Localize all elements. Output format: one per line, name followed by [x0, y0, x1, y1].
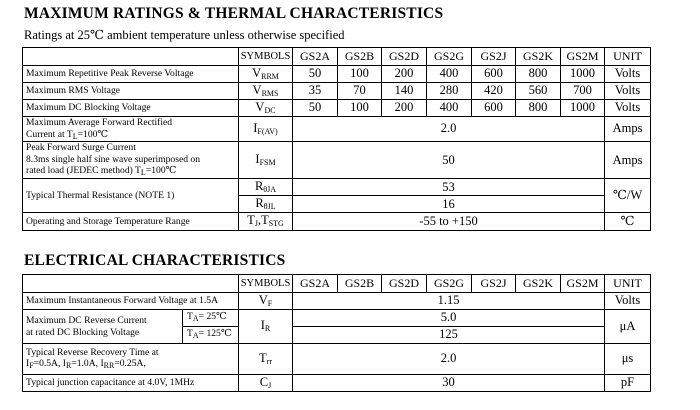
part-header: GS2G: [427, 48, 472, 66]
symbol-cell: $V_{DC}$: [239, 100, 293, 117]
value-cell: 16: [293, 196, 605, 213]
param-label: Typical junction capacitance at 4.0V, 1MHz: [23, 375, 239, 392]
table-header-row: [23, 275, 651, 293]
symbol-cell: $T_J,T_{STG}$: [239, 213, 293, 231]
part-header: GS2M: [561, 48, 605, 66]
param-label: Maximum Instantaneous Forward Voltage at 1.5A: [23, 293, 239, 310]
value-cell: 100: [338, 66, 382, 83]
unit-header: UNIT: [605, 275, 651, 293]
unit-cell: ℃/W: [605, 179, 651, 213]
table-row: [23, 213, 651, 231]
value-cell: -55 to +150: [293, 213, 605, 231]
symbols-header: SYMBOLS: [239, 275, 293, 293]
table-row: [23, 100, 651, 117]
param-header: [23, 275, 239, 293]
value-cell: 2.0: [293, 117, 605, 142]
table-row: [23, 179, 651, 196]
table-header-row: [23, 48, 651, 66]
value-cell: 2.0: [293, 344, 605, 375]
value-cell: 420: [472, 83, 516, 100]
value-cell: 1000: [561, 66, 605, 83]
param-label: Maximum DC Reverse Current at rated DC Blocking Voltage: [23, 310, 183, 344]
symbol-cell: $C_J$: [239, 375, 293, 392]
value-cell: 50: [293, 66, 338, 83]
value-cell: 400: [427, 66, 472, 83]
part-header: GS2K: [516, 275, 561, 293]
value-cell: 280: [427, 83, 472, 100]
max-ratings-table: [22, 47, 651, 231]
param-label: Maximum RMS Voltage: [23, 83, 239, 100]
unit-cell: Volts: [605, 66, 651, 83]
value-cell: 800: [516, 66, 561, 83]
table-row: [23, 310, 651, 327]
part-header: GS2D: [382, 48, 427, 66]
param-header: [23, 48, 239, 66]
param-label: Operating and Storage Temperature Range: [23, 213, 239, 231]
unit-cell: μA: [605, 310, 651, 344]
part-header: GS2B: [338, 48, 382, 66]
symbol-cell: $V_F$: [239, 293, 293, 310]
table-row: [23, 117, 651, 142]
symbol-cell: $V_{RMS}$: [239, 83, 293, 100]
symbol-cell: $R_{\theta JA}$: [239, 179, 293, 196]
table-row: [23, 344, 651, 375]
unit-cell: Volts: [605, 100, 651, 117]
symbol-cell: $I_{FSM}$: [239, 142, 293, 179]
part-header: GS2D: [382, 275, 427, 293]
unit-cell: μs: [605, 344, 651, 375]
unit-cell: Amps: [605, 142, 651, 179]
part-header: GS2G: [427, 275, 472, 293]
electrical-title: ELECTRICAL CHARACTERISTICS: [24, 252, 286, 269]
unit-cell: ℃: [605, 213, 651, 231]
electrical-table: [22, 274, 651, 392]
value-cell: 1.15: [293, 293, 605, 310]
value-cell: 30: [293, 375, 605, 392]
value-cell: 100: [338, 100, 382, 117]
value-cell: 200: [382, 66, 427, 83]
condition-cell: $T_A=$ 125℃: [183, 327, 239, 344]
param-label: Peak Forward Surge Current 8.3ms single half sine wave superimposed on rated load (JEDEC method) $T_L=100℃$: [23, 142, 239, 179]
table-row: [23, 142, 651, 179]
value-cell: 600: [472, 66, 516, 83]
symbols-header: SYMBOLS: [239, 48, 293, 66]
unit-cell: Amps: [605, 117, 651, 142]
condition-cell: $T_A=$ 25℃: [183, 310, 239, 327]
value-cell: 70: [338, 83, 382, 100]
param-label: Maximum DC Blocking Voltage: [23, 100, 239, 117]
value-cell: 125: [293, 327, 605, 344]
symbol-cell: $R_{\theta JL}$: [239, 196, 293, 213]
value-cell: 5.0: [293, 310, 605, 327]
param-label: Typical Reverse Recovery Time at $I_F=0.5A$, $I_R=1.0A$, $I_{RR}=0.25A$,: [23, 344, 239, 375]
part-header: GS2J: [472, 275, 516, 293]
value-cell: 50: [293, 100, 338, 117]
symbol-cell: $T_{rr}$: [239, 344, 293, 375]
symbol-cell: $I_{F(AV)}$: [239, 117, 293, 142]
part-header: GS2M: [561, 275, 605, 293]
unit-header: UNIT: [605, 48, 651, 66]
table-row: [23, 83, 651, 100]
value-cell: 400: [427, 100, 472, 117]
value-cell: 35: [293, 83, 338, 100]
unit-cell: Volts: [605, 83, 651, 100]
value-cell: 800: [516, 100, 561, 117]
value-cell: 1000: [561, 100, 605, 117]
part-header: GS2A: [293, 48, 338, 66]
value-cell: 700: [561, 83, 605, 100]
value-cell: 53: [293, 179, 605, 196]
part-header: GS2A: [293, 275, 338, 293]
symbol-cell: $I_R$: [239, 310, 293, 344]
table-row: [23, 293, 651, 310]
value-cell: 560: [516, 83, 561, 100]
part-header: GS2K: [516, 48, 561, 66]
value-cell: 200: [382, 100, 427, 117]
table-row: [23, 375, 651, 392]
table-row: [23, 66, 651, 83]
unit-cell: Volts: [605, 293, 651, 310]
param-label: Maximum Average Forward Rectified Current at $T_L=100℃$: [23, 117, 239, 142]
value-cell: 600: [472, 100, 516, 117]
unit-cell: pF: [605, 375, 651, 392]
param-label: Typical Thermal Resistance (NOTE 1): [23, 179, 239, 213]
part-header: GS2J: [472, 48, 516, 66]
value-cell: 140: [382, 83, 427, 100]
max-ratings-title: MAXIMUM RATINGS & THERMAL CHARACTERISTICS: [24, 5, 444, 22]
param-label: Maximum Repetitive Peak Reverse Voltage: [23, 66, 239, 83]
max-ratings-subtitle: Ratings at 25℃ ambient temperature unless otherwise specified: [24, 28, 345, 42]
part-header: GS2B: [338, 275, 382, 293]
symbol-cell: $V_{RRM}$: [239, 66, 293, 83]
value-cell: 50: [293, 142, 605, 179]
